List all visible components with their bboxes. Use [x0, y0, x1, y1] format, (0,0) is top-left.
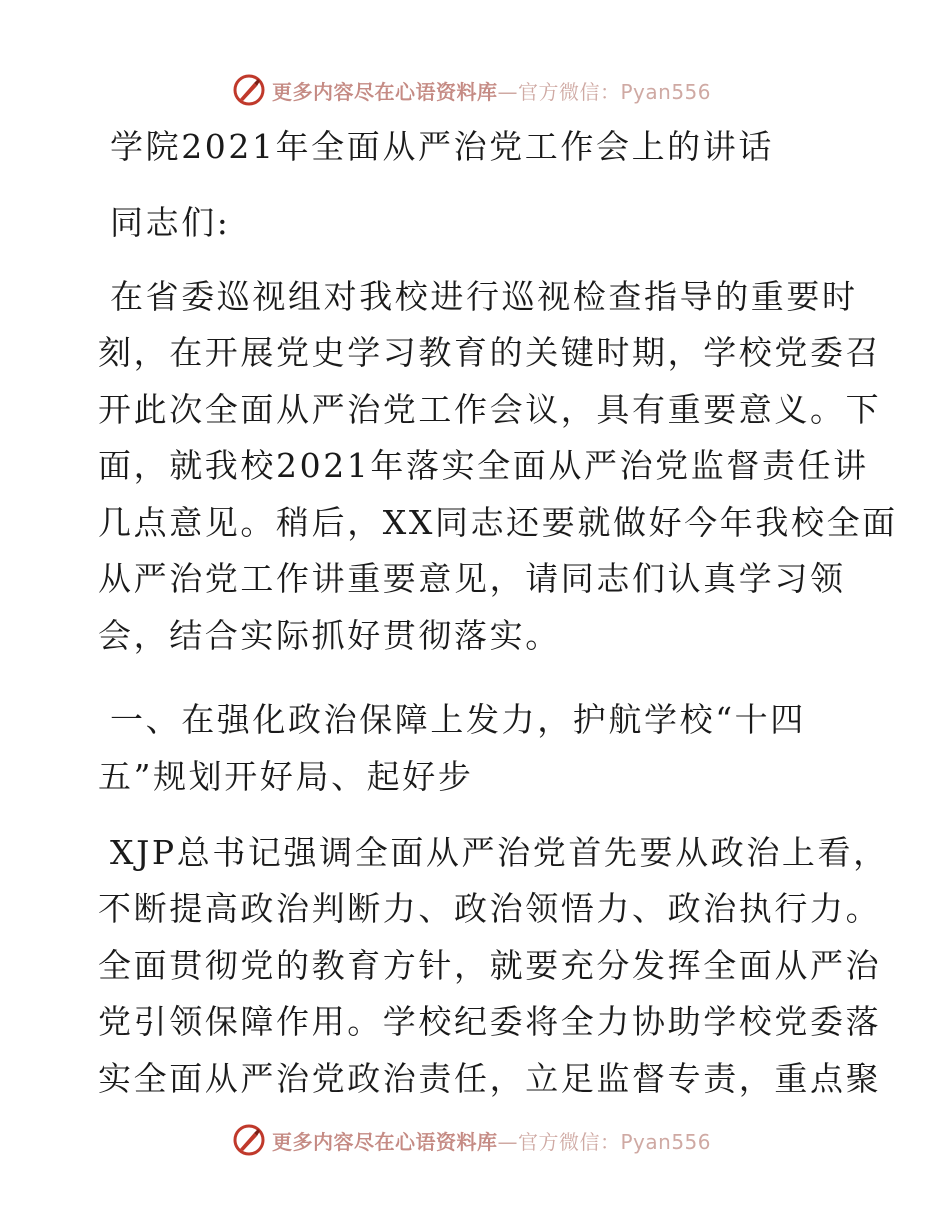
watermark-text	[272, 76, 711, 105]
paragraph-line: 从严治党工作讲重要意见，请同志们认真学习领	[98, 559, 846, 598]
paragraph-line: 面，就我校2021年落实全面从严治党监督责任讲	[98, 446, 869, 485]
watermark-text	[272, 1126, 711, 1155]
paragraph-line: 会，结合实际抓好贯彻落实。	[98, 616, 561, 655]
paragraph-line: 全面贯彻党的教育方针，就要充分发挥全面从严治	[98, 946, 882, 985]
paragraph-line: 几点意见。稍后，XX同志还要就做好今年我校全面	[98, 503, 898, 542]
watermark-brand: 更多内容尽在心语资料库	[272, 79, 498, 104]
paragraph-line: 开此次全面从严治党工作会议，具有重要意义。下	[98, 390, 882, 429]
heading-line: 一、在强化政治保障上发力，护航学校“十四	[110, 700, 806, 739]
document-title: 学院2021年全面从严治党工作会上的讲话	[110, 127, 774, 166]
watermark-contact: —官方微信：Pyan556	[497, 1129, 712, 1154]
paragraph-line: XJP总书记强调全面从严治党首先要从政治上看，	[110, 833, 889, 872]
heading-line: 五”规划开好局、起好步	[98, 757, 474, 796]
paragraph-line: 刻，在开展党史学习教育的关键时期，学校党委召	[98, 333, 882, 372]
salutation: 同志们:	[110, 203, 231, 242]
watermark-contact: —官方微信：Pyan556	[497, 79, 712, 104]
paragraph-line: 实全面从严治党政治责任，立足监督专责，重点聚	[98, 1059, 882, 1098]
paragraph-line: 不断提高政治判断力、政治领悟力、政治执行力。	[98, 889, 882, 928]
watermark-brand: 更多内容尽在心语资料库	[272, 1129, 498, 1154]
paragraph-line: 在省委巡视组对我校进行巡视检查指导的重要时	[110, 277, 858, 316]
pen-logo-icon	[232, 73, 266, 107]
pen-logo-icon	[232, 1123, 266, 1157]
watermark-footer	[232, 1120, 711, 1160]
paragraph-line: 党引领保障作用。学校纪委将全力协助学校党委落	[98, 1002, 882, 1041]
watermark-header	[232, 70, 711, 110]
